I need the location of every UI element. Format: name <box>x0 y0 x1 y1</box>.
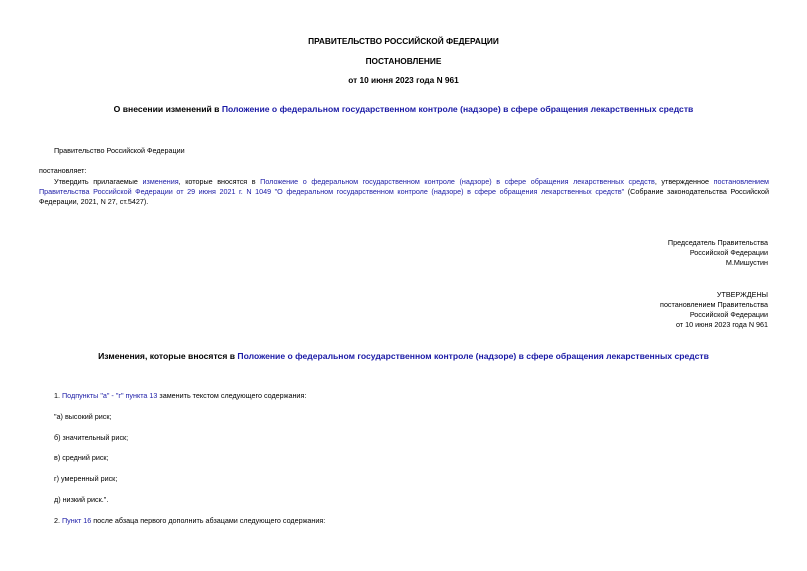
item-2-text: после абзаца первого дополнить абзацами следующего содержания: <box>91 516 326 525</box>
risk-item: б) значительный риск; <box>54 433 129 442</box>
item-1-text: заменить текстом следующего содержания: <box>157 391 307 400</box>
document-title <box>0 104 807 116</box>
item-1-number: 1. <box>54 391 62 400</box>
subitems-13-link[interactable]: Подпункты "а" - "г" пункта 13 <box>62 391 158 400</box>
approved-line-2: постановлением Правительства <box>660 299 768 309</box>
approved-line-3: Российской Федерации <box>689 309 768 319</box>
approve-text-1: Утвердить прилагаемые <box>54 177 143 186</box>
risk-item: г) умеренный риск; <box>54 474 118 483</box>
regulation-link-2[interactable]: Положение о федеральном государственном контроле (надзоре) в сфере обращения лекарственных средств <box>260 177 655 186</box>
risk-item: "а) высокий риск; <box>54 412 112 421</box>
signature-line-3: М.Мишустин <box>725 257 768 267</box>
changes-title-prefix: Изменения, которые вносятся в <box>98 351 238 361</box>
approve-text-3: , утвержденное <box>654 177 714 186</box>
signature-line-2: Российской Федерации <box>689 247 768 257</box>
item-1 <box>54 391 306 401</box>
approved-line-1: УТВЕРЖДЕНЫ <box>716 290 768 299</box>
approve-text-2: , которые вносятся в <box>178 177 261 186</box>
document-title-prefix: О внесении изменений в <box>113 104 222 114</box>
approve-text-4: (Собрание законодательства Российской Федерации, 2021, N 27, ст.5427). <box>39 186 769 206</box>
approved-line-4: от 10 июня 2023 года N 961 <box>675 319 768 329</box>
decree-1049-link[interactable]: постановлением Правительства Российской Федерации от 29 июня 2021 г. N 1049 "О федеральном государственном контроле (надзоре) в сфере обращения лекарственных средств" <box>39 177 770 196</box>
item-16-link[interactable]: Пункт 16 <box>62 516 92 525</box>
signature-block <box>518 238 768 268</box>
risk-item: в) средний риск; <box>54 453 109 462</box>
item-2 <box>54 516 325 526</box>
government-heading: ПРАВИТЕЛЬСТВО РОССИЙСКОЙ ФЕДЕРАЦИИ <box>308 36 499 46</box>
approve-paragraph <box>39 177 769 207</box>
changes-title <box>0 351 807 363</box>
approved-block <box>518 290 768 330</box>
decides-line: постановляет: <box>39 166 87 175</box>
document-type: ПОСТАНОВЛЕНИЕ <box>365 56 442 66</box>
government-line: Правительство Российской Федерации <box>54 146 185 155</box>
signature-line-1: Председатель Правительства <box>667 238 768 247</box>
regulation-link[interactable]: Положение о федеральном государственном контроле (надзоре) в сфере обращения лекарственных средств <box>221 104 694 114</box>
changes-link[interactable]: изменения <box>142 177 179 186</box>
item-2-number: 2. <box>54 516 62 525</box>
risk-item: д) низкий риск.". <box>54 495 109 504</box>
regulation-link-3[interactable]: Положение о федеральном государственном контроле (надзоре) в сфере обращения лекарственных средств <box>237 351 709 361</box>
document-date-number: от 10 июня 2023 года N 961 <box>348 75 459 85</box>
